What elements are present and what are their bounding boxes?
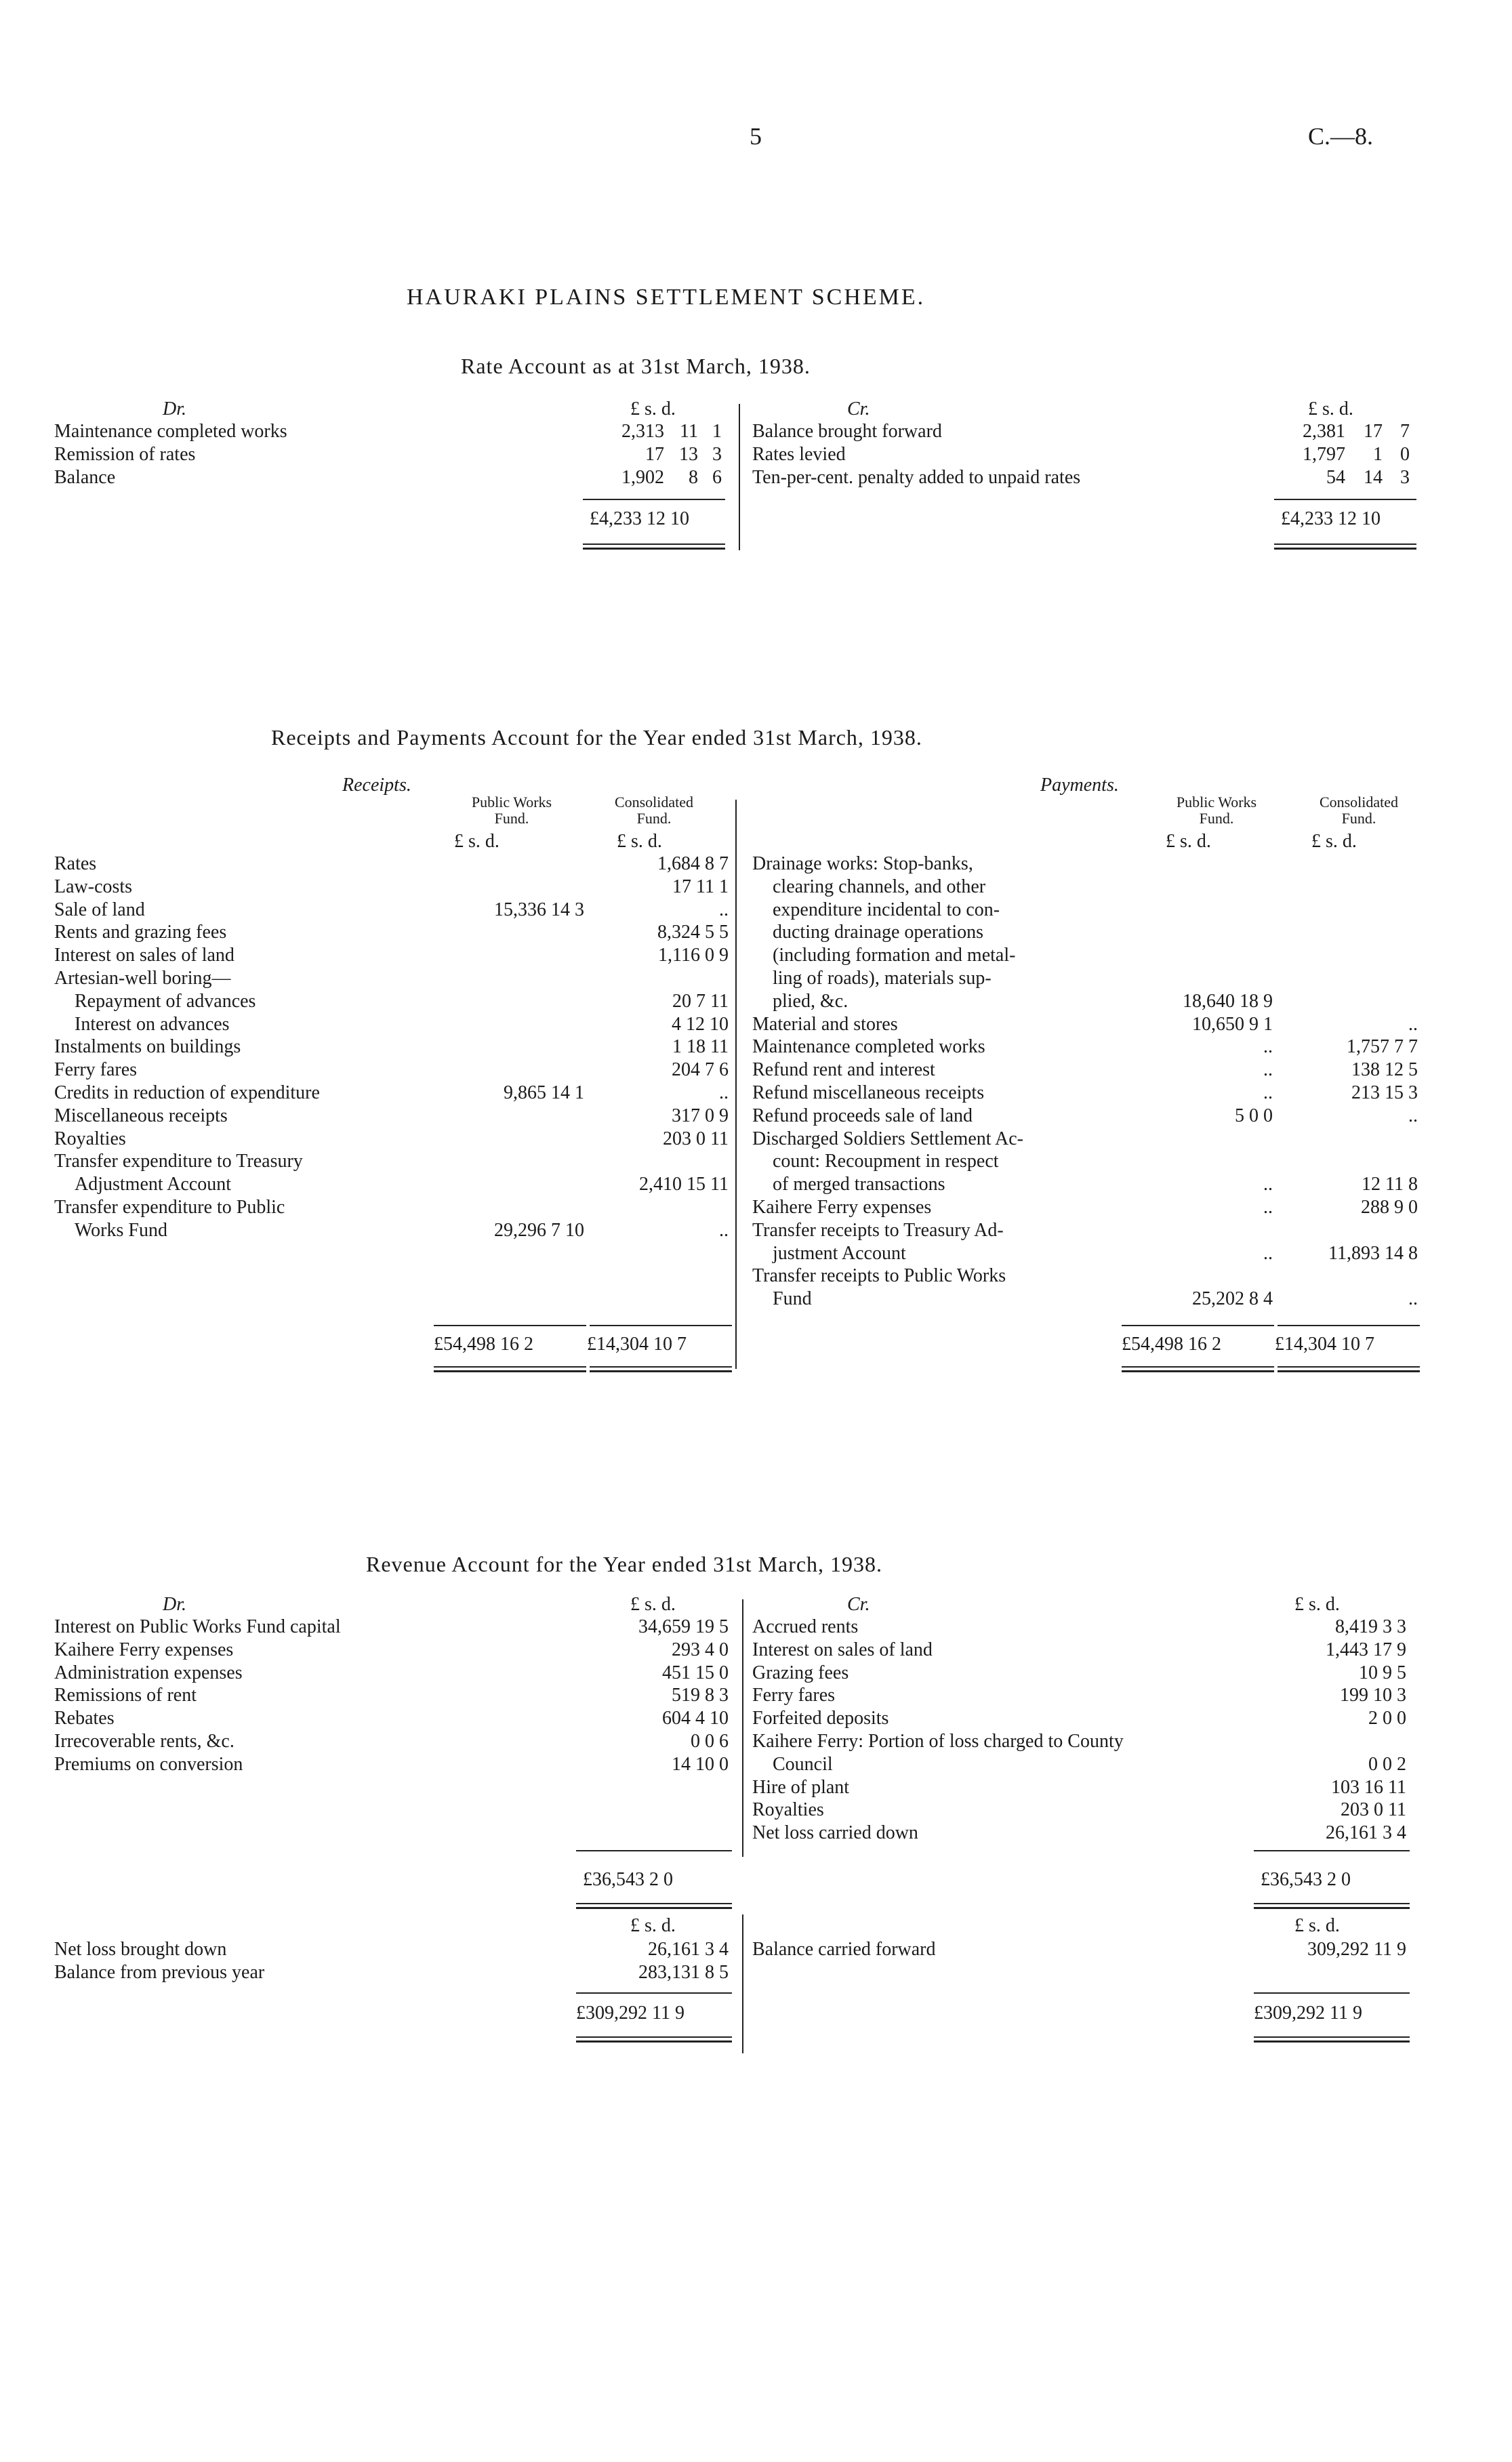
revenue-right-amount: 10 9 5 bbox=[1359, 1662, 1406, 1683]
payment-cf-amount: 12 11 8 bbox=[1362, 1174, 1418, 1195]
payment-label: Fund bbox=[773, 1288, 812, 1310]
payment-label: Kaihere Ferry expenses bbox=[752, 1197, 932, 1218]
payment-label: ducting drainage operations bbox=[773, 922, 984, 943]
rate-right-shillings: 17 bbox=[1364, 421, 1383, 442]
rate-left-total-rule bbox=[583, 543, 725, 550]
receipt-label: Repayment of advances bbox=[75, 990, 256, 1012]
receipt-cf-amount: 1,684 8 7 bbox=[657, 853, 729, 874]
revenue-right2-label: Balance carried forward bbox=[752, 1939, 936, 1960]
receipt-cf-amount: 8,324 5 5 bbox=[657, 922, 729, 943]
revenue-right-total: £36,543 2 0 bbox=[1261, 1869, 1351, 1890]
revenue-left-subtotal-rule bbox=[576, 1850, 732, 1851]
payment-label: Refund proceeds sale of land bbox=[752, 1105, 973, 1126]
payments-label: Payments. bbox=[1040, 775, 1119, 796]
receipt-label: Instalments on buildings bbox=[54, 1036, 241, 1058]
payment-pw-amount: 10,650 9 1 bbox=[1192, 1013, 1273, 1035]
payment-cf-amount: .. bbox=[1408, 1013, 1418, 1035]
rate-left-pence: 1 bbox=[712, 421, 722, 442]
rate-right-lsd: £ s. d. bbox=[1308, 398, 1353, 419]
receipts-total-pw: £54,498 16 2 bbox=[434, 1334, 533, 1355]
revenue-left2-label: Net loss brought down bbox=[54, 1939, 227, 1960]
rate-right-shillings: 14 bbox=[1364, 467, 1383, 488]
revenue-right-amount: 0 0 2 bbox=[1368, 1753, 1406, 1775]
receipt-label: Sale of land bbox=[54, 899, 145, 920]
receipts-pw-col-head: Public Works Fund. bbox=[471, 794, 552, 827]
receipt-label: Credits in reduction of expenditure bbox=[54, 1082, 320, 1103]
rate-right-pounds: 2,381 bbox=[1303, 421, 1345, 442]
revenue-left2-label: Balance from previous year bbox=[54, 1961, 265, 1983]
revenue-left-label: Irrecoverable rents, &c. bbox=[54, 1731, 234, 1752]
payments-cf-col-head: Consolidated Fund. bbox=[1319, 794, 1399, 827]
payments-pw-subtotal-rule bbox=[1122, 1325, 1274, 1326]
revenue-right2-lsd: £ s. d. bbox=[1294, 1915, 1340, 1936]
revenue-right-label: Forfeited deposits bbox=[752, 1708, 889, 1729]
revenue-right-label: Grazing fees bbox=[752, 1662, 849, 1683]
revenue-right-amount: 1,443 17 9 bbox=[1326, 1639, 1406, 1660]
payment-label: justment Account bbox=[773, 1242, 906, 1264]
revenue-right-label: Interest on sales of land bbox=[752, 1639, 933, 1660]
receipt-label: Artesian-well boring— bbox=[54, 968, 231, 989]
payment-cf-amount: .. bbox=[1408, 1105, 1418, 1126]
payment-label: Refund rent and interest bbox=[752, 1059, 935, 1081]
revenue-right-label: Hire of plant bbox=[752, 1776, 850, 1798]
receipt-cf-amount: .. bbox=[719, 1219, 729, 1241]
payment-cf-amount: 1,757 7 7 bbox=[1347, 1036, 1418, 1058]
rate-left-lsd: £ s. d. bbox=[630, 398, 676, 419]
receipts-pw-total-rule bbox=[434, 1366, 586, 1372]
payments-total-cf: £14,304 10 7 bbox=[1275, 1334, 1374, 1355]
revenue-right-label: Ferry fares bbox=[752, 1685, 836, 1706]
payment-cf-amount: 288 9 0 bbox=[1361, 1197, 1418, 1218]
revenue-dr-label: Dr. bbox=[163, 1594, 187, 1615]
revenue-right-amount: 203 0 11 bbox=[1341, 1799, 1406, 1821]
revenue-left-label: Remissions of rent bbox=[54, 1685, 197, 1706]
rate-left-label: Remission of rates bbox=[54, 444, 196, 465]
receipt-cf-amount: 204 7 6 bbox=[672, 1059, 729, 1081]
revenue-left-amount: 451 15 0 bbox=[662, 1662, 729, 1683]
receipt-label: Interest on advances bbox=[75, 1013, 230, 1035]
revenue-left-lsd: £ s. d. bbox=[630, 1594, 676, 1615]
receipt-cf-amount: 1,116 0 9 bbox=[658, 945, 729, 966]
receipt-label: Ferry fares bbox=[54, 1059, 138, 1081]
revenue-divider-2 bbox=[742, 1914, 743, 2053]
rate-right-pence: 0 bbox=[1400, 444, 1410, 465]
revenue-left2-amount: 283,131 8 5 bbox=[638, 1961, 729, 1983]
rate-cr-label: Cr. bbox=[847, 398, 870, 419]
payment-cf-amount: 138 12 5 bbox=[1351, 1059, 1418, 1081]
payments-pw-total-rule bbox=[1122, 1366, 1274, 1372]
rate-left-pence: 3 bbox=[712, 444, 722, 465]
revenue-left-amount: 0 0 6 bbox=[691, 1731, 729, 1752]
payments-cf-lsd: £ s. d. bbox=[1311, 831, 1357, 852]
rate-right-total-rule bbox=[1274, 543, 1416, 550]
receipt-cf-amount: 203 0 11 bbox=[663, 1128, 729, 1149]
payment-label: expenditure incidental to con- bbox=[773, 899, 1000, 920]
payment-pw-amount: .. bbox=[1263, 1197, 1273, 1218]
revenue-right-amount: 8,419 3 3 bbox=[1335, 1616, 1406, 1637]
rate-left-shillings: 13 bbox=[679, 444, 698, 465]
rate-right-label: Rates levied bbox=[752, 444, 846, 465]
receipt-label: Royalties bbox=[54, 1128, 126, 1149]
receipt-cf-amount: .. bbox=[719, 1082, 729, 1103]
page-number: 5 bbox=[750, 123, 762, 150]
revenue-right-amount: 199 10 3 bbox=[1340, 1685, 1406, 1706]
receipt-pw-amount: 29,296 7 10 bbox=[494, 1219, 584, 1241]
rate-left-pence: 6 bbox=[712, 467, 722, 488]
receipts-total-cf: £14,304 10 7 bbox=[587, 1334, 687, 1355]
rate-right-label: Ten-per-cent. penalty added to unpaid rates bbox=[752, 467, 1081, 488]
receipt-cf-amount: 1 18 11 bbox=[672, 1036, 729, 1058]
receipts-pw-subtotal-rule bbox=[434, 1325, 586, 1326]
rp-divider bbox=[735, 800, 737, 1369]
payment-label: Refund miscellaneous receipts bbox=[752, 1082, 985, 1103]
revenue-right-amount: 26,161 3 4 bbox=[1326, 1822, 1406, 1844]
receipt-label: Transfer expenditure to Public bbox=[54, 1197, 285, 1218]
payment-label: Transfer receipts to Public Works bbox=[752, 1265, 1006, 1287]
revenue-right-amount: 2 0 0 bbox=[1368, 1708, 1406, 1729]
rate-left-pounds: 17 bbox=[645, 444, 664, 465]
payment-label: count: Recoupment in respect bbox=[773, 1151, 999, 1172]
receipt-label: Rates bbox=[54, 853, 97, 874]
payment-label: Drainage works: Stop-banks, bbox=[752, 853, 973, 874]
rate-account-heading: Rate Account as at 31st March, 1938. bbox=[461, 354, 811, 378]
revenue-right-amount: 103 16 11 bbox=[1331, 1776, 1406, 1798]
revenue-right-total-rule bbox=[1254, 1903, 1410, 1909]
receipt-cf-amount: 4 12 10 bbox=[672, 1013, 729, 1035]
revenue-left-label: Kaihere Ferry expenses bbox=[54, 1639, 234, 1660]
receipt-pw-amount: 9,865 14 1 bbox=[504, 1082, 584, 1103]
payments-cf-subtotal-rule bbox=[1278, 1325, 1420, 1326]
revenue-right-label: Royalties bbox=[752, 1799, 824, 1821]
payment-label: Discharged Soldiers Settlement Ac- bbox=[752, 1128, 1023, 1149]
rate-right-subtotal-rule bbox=[1274, 499, 1416, 500]
revenue-right-label: Kaihere Ferry: Portion of loss charged to County bbox=[752, 1731, 1124, 1752]
revenue-left-label: Rebates bbox=[54, 1708, 115, 1729]
payment-pw-amount: 5 0 0 bbox=[1235, 1105, 1273, 1126]
rate-left-label: Balance bbox=[54, 467, 116, 488]
revenue-left-total: £36,543 2 0 bbox=[583, 1869, 673, 1890]
rate-right-label: Balance brought forward bbox=[752, 421, 942, 442]
payment-pw-amount: 25,202 8 4 bbox=[1192, 1288, 1273, 1310]
revenue-left-label: Premiums on conversion bbox=[54, 1753, 243, 1775]
receipt-label: Transfer expenditure to Treasury bbox=[54, 1151, 303, 1172]
receipt-label: Adjustment Account bbox=[75, 1174, 231, 1195]
rate-left-pounds: 1,902 bbox=[621, 467, 664, 488]
payments-pw-lsd: £ s. d. bbox=[1166, 831, 1211, 852]
revenue-left2-lsd: £ s. d. bbox=[630, 1915, 676, 1936]
revenue-right-label: Net loss carried down bbox=[752, 1822, 918, 1844]
rate-left-shillings: 11 bbox=[680, 421, 698, 442]
revenue-left2-amount: 26,161 3 4 bbox=[648, 1939, 729, 1960]
payment-label: ling of roads), materials sup- bbox=[773, 968, 992, 989]
revenue-right2-subtotal-rule bbox=[1254, 1992, 1410, 1994]
revenue-left-amount: 14 10 0 bbox=[672, 1753, 729, 1775]
revenue-left2-total-rule bbox=[576, 2036, 732, 2043]
receipt-label: Works Fund bbox=[75, 1219, 167, 1241]
rate-right-pence: 7 bbox=[1400, 421, 1410, 442]
receipt-pw-amount: 15,336 14 3 bbox=[494, 899, 584, 920]
payment-label: Material and stores bbox=[752, 1013, 898, 1035]
payment-pw-amount: .. bbox=[1263, 1059, 1273, 1081]
receipt-cf-amount: 2,410 15 11 bbox=[639, 1174, 729, 1195]
rate-right-pence: 3 bbox=[1400, 467, 1410, 488]
rate-divider bbox=[739, 404, 740, 550]
payment-label: plied, &c. bbox=[773, 990, 849, 1012]
revenue-left-label: Administration expenses bbox=[54, 1662, 243, 1683]
rate-dr-label: Dr. bbox=[163, 398, 187, 419]
receipts-cf-lsd: £ s. d. bbox=[617, 831, 662, 852]
revenue-right2-total-rule bbox=[1254, 2036, 1410, 2043]
revenue-left-total-rule bbox=[576, 1903, 732, 1909]
revenue-left2-subtotal-rule bbox=[576, 1992, 732, 1994]
rate-right-pounds: 1,797 bbox=[1303, 444, 1345, 465]
receipt-cf-amount: 20 7 11 bbox=[672, 990, 729, 1012]
receipts-payments-heading: Receipts and Payments Account for the Year ended 31st March, 1938. bbox=[271, 725, 922, 750]
rate-right-pounds: 54 bbox=[1326, 467, 1345, 488]
receipts-cf-col-head: Consolidated Fund. bbox=[614, 794, 694, 827]
revenue-right-label: Accrued rents bbox=[752, 1616, 859, 1637]
rate-left-label: Maintenance completed works bbox=[54, 421, 287, 442]
rate-left-shillings: 8 bbox=[689, 467, 698, 488]
revenue-left-amount: 293 4 0 bbox=[672, 1639, 729, 1660]
payment-pw-amount: .. bbox=[1263, 1242, 1273, 1264]
receipt-cf-amount: 317 0 9 bbox=[672, 1105, 729, 1126]
receipts-cf-total-rule bbox=[590, 1366, 732, 1372]
revenue-cr-label: Cr. bbox=[847, 1594, 870, 1615]
revenue-left-amount: 519 8 3 bbox=[672, 1685, 729, 1706]
document-reference: C.—8. bbox=[1308, 123, 1374, 150]
payment-pw-amount: 18,640 18 9 bbox=[1183, 990, 1273, 1012]
payment-label: (including formation and metal- bbox=[773, 945, 1016, 966]
receipts-label: Receipts. bbox=[342, 775, 411, 796]
receipt-label: Miscellaneous receipts bbox=[54, 1105, 228, 1126]
revenue-left-label: Interest on Public Works Fund capital bbox=[54, 1616, 341, 1637]
receipt-cf-amount: .. bbox=[719, 899, 729, 920]
payment-pw-amount: .. bbox=[1263, 1036, 1273, 1058]
payment-cf-amount: 213 15 3 bbox=[1351, 1082, 1418, 1103]
payments-pw-col-head: Public Works Fund. bbox=[1176, 794, 1257, 827]
rate-right-shillings: 1 bbox=[1373, 444, 1383, 465]
page-title: HAURAKI PLAINS SETTLEMENT SCHEME. bbox=[407, 285, 926, 310]
revenue-right-label: Council bbox=[773, 1753, 833, 1775]
revenue-right-subtotal-rule bbox=[1254, 1850, 1410, 1851]
receipt-label: Rents and grazing fees bbox=[54, 922, 227, 943]
revenue-divider bbox=[742, 1599, 743, 1857]
revenue-right2-amount: 309,292 11 9 bbox=[1307, 1939, 1406, 1960]
payment-pw-amount: .. bbox=[1263, 1082, 1273, 1103]
revenue-left-amount: 34,659 19 5 bbox=[638, 1616, 729, 1637]
receipt-cf-amount: 17 11 1 bbox=[672, 876, 729, 897]
payments-cf-total-rule bbox=[1278, 1366, 1420, 1372]
revenue-right-lsd: £ s. d. bbox=[1294, 1594, 1340, 1615]
revenue-account-heading: Revenue Account for the Year ended 31st March, 1938. bbox=[366, 1552, 883, 1576]
receipts-pw-lsd: £ s. d. bbox=[454, 831, 499, 852]
payments-total-pw: £54,498 16 2 bbox=[1122, 1334, 1221, 1355]
payment-cf-amount: 11,893 14 8 bbox=[1328, 1242, 1418, 1264]
payment-label: clearing channels, and other bbox=[773, 876, 986, 897]
revenue-left2-total: £309,292 11 9 bbox=[576, 2003, 685, 2024]
payment-label: of merged transactions bbox=[773, 1174, 945, 1195]
rate-left-total: £4,233 12 10 bbox=[590, 508, 689, 529]
revenue-left-amount: 604 4 10 bbox=[662, 1708, 729, 1729]
payment-label: Maintenance completed works bbox=[752, 1036, 985, 1058]
rate-left-pounds: 2,313 bbox=[621, 421, 664, 442]
receipt-label: Interest on sales of land bbox=[54, 945, 234, 966]
revenue-right2-total: £309,292 11 9 bbox=[1254, 2003, 1362, 2024]
payment-pw-amount: .. bbox=[1263, 1174, 1273, 1195]
rate-right-total: £4,233 12 10 bbox=[1281, 508, 1381, 529]
payment-cf-amount: .. bbox=[1408, 1288, 1418, 1310]
payment-label: Transfer receipts to Treasury Ad- bbox=[752, 1219, 1004, 1241]
receipts-cf-subtotal-rule bbox=[590, 1325, 732, 1326]
receipt-label: Law-costs bbox=[54, 876, 133, 897]
rate-left-subtotal-rule bbox=[583, 499, 725, 500]
